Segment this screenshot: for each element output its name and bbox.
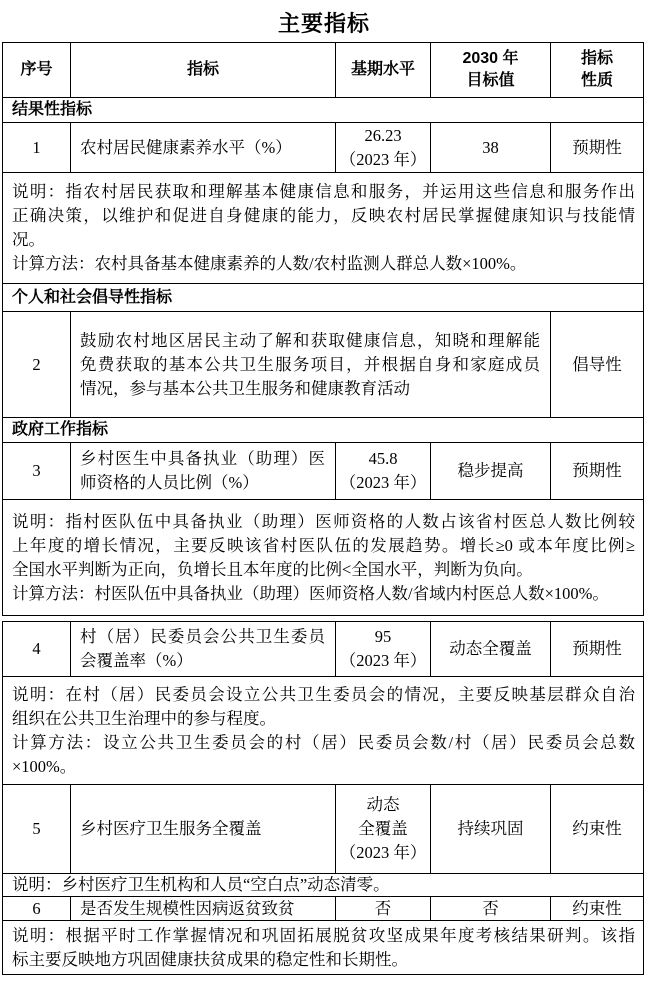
header-target-line: 2030 年	[462, 50, 519, 67]
note-row	[3, 677, 644, 785]
row-target: 否	[431, 897, 551, 921]
indicator-line: 乡村医疗卫生服务全覆盖	[80, 819, 262, 838]
base-line: （2023 年）	[339, 149, 427, 169]
row-seq: 6	[3, 897, 71, 921]
note-row	[3, 874, 644, 897]
row-base	[336, 785, 431, 874]
row-indicator	[71, 123, 336, 173]
table-row	[3, 897, 644, 921]
base-line: 全覆盖	[358, 819, 408, 838]
row-target: 动态全覆盖	[431, 622, 551, 677]
note-line: 说明：乡村医疗卫生机构和人员“空白点”动态清零。	[12, 875, 390, 894]
header-row	[3, 43, 644, 98]
row-seq: 5	[3, 785, 71, 874]
note-line: 说明：指农村居民获取和理解基本健康信息和服务，并运用这些信息和服务作出	[12, 182, 635, 201]
note-line: 说明：在村（居）民委员会设立公共卫生委员会的情况，主要反映基层群众自治	[12, 684, 635, 704]
row-indicator	[71, 312, 551, 418]
base-line: 动态	[366, 795, 400, 814]
section-result: 结果性指标	[3, 98, 644, 123]
note-line: 况。	[12, 230, 45, 249]
base-line: 26.23	[364, 125, 402, 145]
base-line: 45.8	[368, 449, 398, 468]
indicator-line: 会覆盖率（%）	[80, 651, 193, 670]
main-indicators-table	[2, 42, 644, 975]
row-nature: 约束性	[551, 897, 644, 921]
note-line: 标主要反映地方巩固健康扶贫成果的稳定性和长期性。	[12, 949, 408, 969]
row-base	[336, 622, 431, 677]
base-line: （2023 年）	[339, 651, 427, 670]
section-row	[3, 98, 644, 123]
row-base	[336, 443, 431, 500]
note-line: 计算方法：农村具备基本健康素养的人数/农村监测人群总人数×100%。	[12, 254, 527, 273]
header-indicator: 指标	[71, 43, 336, 98]
section-row	[3, 418, 644, 443]
header-target	[431, 43, 551, 98]
table-row	[3, 622, 644, 677]
header-nature-line: 性质	[580, 72, 613, 89]
row-base	[336, 123, 431, 173]
indicator-line: 情况，参与基本公共卫生服务和健康教育活动	[80, 378, 410, 398]
row-note	[3, 921, 644, 975]
note-line: 正确决策，以维护和促进自身健康的能力，反映农村居民掌握健康知识与技能情	[12, 206, 635, 225]
table-row	[3, 443, 644, 500]
row-base	[336, 897, 431, 921]
row-nature: 预期性	[551, 622, 644, 677]
row-seq: 1	[3, 123, 71, 173]
table-row	[3, 785, 644, 874]
row-target: 持续巩固	[431, 785, 551, 874]
indicator-line: 村（居）民委员会公共卫生委员	[80, 627, 325, 646]
indicator-line: 师资格的人员比例（%）	[80, 473, 259, 492]
row-seq: 3	[3, 443, 71, 500]
note-line: 全国水平判断为正向，负增长且本年度的比例<全国水平，判断为负向。	[12, 559, 533, 579]
indicator-line: 农村居民健康素养水平（%）	[80, 137, 292, 157]
row-nature: 预期性	[551, 443, 644, 500]
row-nature: 倡导性	[551, 312, 644, 418]
row-indicator	[71, 897, 336, 921]
row-note	[3, 173, 644, 284]
section-government: 政府工作指标	[3, 418, 644, 443]
indicator-line: 鼓励农村地区居民主动了解和获取健康信息，知晓和理解能	[80, 330, 540, 350]
section-advocacy: 个人和社会倡导性指标	[3, 284, 644, 312]
note-row	[3, 921, 644, 975]
table-row	[3, 312, 644, 418]
base-line: （2023 年）	[339, 843, 427, 862]
page-title: 主要指标	[277, 11, 370, 36]
header-nature	[551, 43, 644, 98]
indicator-line: 乡村医生中具备执业（助理）医	[80, 449, 325, 468]
header-seq: 序号	[3, 43, 71, 98]
row-nature: 约束性	[551, 785, 644, 874]
note-line: 上年度的增长情况，主要反映该省村医队伍的发展趋势。增长≥0 或本年度比例≥	[12, 535, 635, 555]
note-line: 说明：指村医队伍中具备执业（助理）医师资格的人数占该省村医总人数比例较	[12, 511, 635, 531]
row-note	[3, 500, 644, 616]
row-nature: 预期性	[551, 123, 644, 173]
row-target: 38	[431, 123, 551, 173]
note-row	[3, 173, 644, 284]
row-indicator	[71, 785, 336, 874]
base-line: 否	[374, 898, 392, 918]
table-row	[3, 123, 644, 173]
header-nature-line: 指标	[580, 50, 613, 67]
row-note	[3, 874, 644, 897]
row-indicator	[71, 622, 336, 677]
row-indicator	[71, 443, 336, 500]
indicator-line: 免费获取的基本公共卫生服务项目，并根据自身和家庭成员	[80, 354, 540, 374]
header-target-line: 目标值	[466, 72, 515, 89]
row-seq: 2	[3, 312, 71, 418]
section-row	[3, 284, 644, 312]
row-seq: 4	[3, 622, 71, 677]
row-note	[3, 677, 644, 785]
note-line: 组织在公共卫生治理中的参与程度。	[12, 708, 276, 728]
note-line: 计算方法：村医队伍中具备执业（助理）医师资格人数/省域内村医总人数×100%。	[12, 583, 609, 603]
note-row	[3, 500, 644, 616]
note-line: 计算方法：设立公共卫生委员会的村（居）民委员会数/村（居）民委员会总数	[12, 732, 635, 752]
base-line: （2023 年）	[339, 473, 427, 492]
note-line: 说明：根据平时工作掌握情况和巩固拓展脱贫攻坚成果年度考核结果研判。该指	[12, 925, 635, 945]
row-target: 稳步提高	[431, 443, 551, 500]
base-line: 95	[374, 627, 392, 646]
note-line: ×100%。	[12, 756, 77, 776]
header-base: 基期水平	[336, 43, 431, 98]
indicator-line: 是否发生规模性因病返贫致贫	[80, 898, 295, 918]
